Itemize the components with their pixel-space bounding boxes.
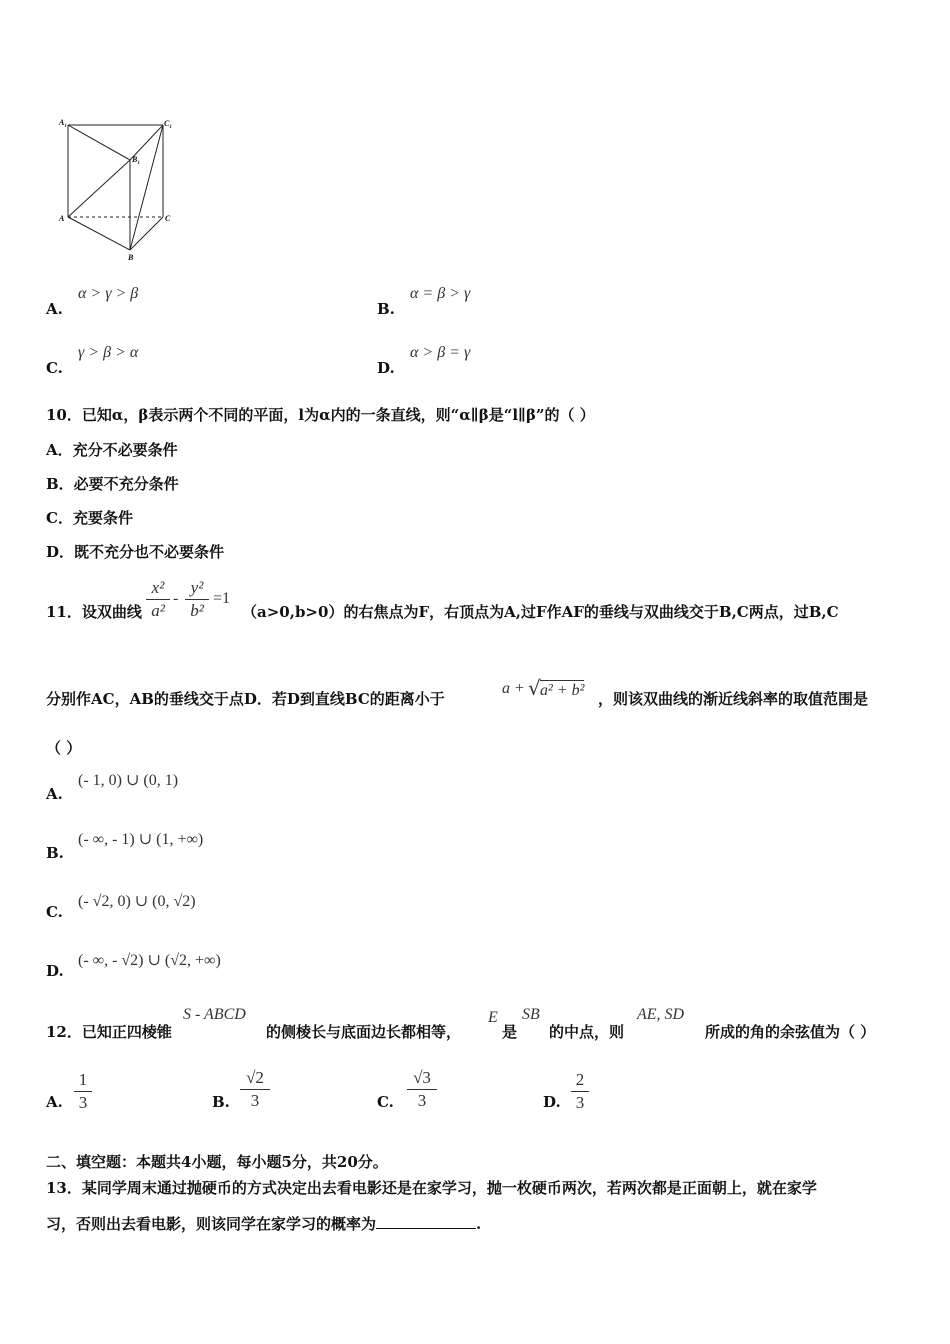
q12-option-c-frac: √3 3: [407, 1068, 437, 1111]
q12-option-b-letter: B.: [212, 1093, 230, 1111]
q12-point-e: E: [488, 1009, 498, 1026]
q11-sqrt-sign: √: [528, 676, 541, 700]
q13-answer-blank: [376, 1214, 476, 1229]
q13-line2-text: 习，否则出去看电影，则该同学在家学习的概率为: [46, 1215, 377, 1233]
label-B1: $B_1$: [132, 155, 140, 166]
q11-option-d-math: (- ∞, - √2) ∪ (√2, +∞): [78, 952, 221, 969]
q11-frac-x: x² a²: [146, 578, 170, 621]
q11-option-c-math: (- √2, 0) ∪ (0, √2): [78, 893, 196, 910]
q12-option-b-frac: √2 3: [240, 1068, 270, 1111]
q12-text-2: 是: [502, 1023, 518, 1041]
q11-sqrt-a: a +: [502, 680, 525, 697]
section2-heading: 二、填空题：本题共4小题，每小题5分，共20分。: [46, 1153, 388, 1171]
q11-option-c-letter: C.: [46, 903, 63, 921]
q12-segment-sb: SB: [522, 1006, 540, 1023]
q12-text-1: 的侧棱长与底面边长都相等，: [266, 1023, 462, 1041]
q13-line1: 13．某同学周末通过抛硬币的方式决定出去看电影还是在家学习，抛一枚硬币两次，若两次都是正面朝上，就在家学: [46, 1179, 817, 1197]
q9-option-b-math: α = β > γ: [410, 285, 471, 302]
q11-paren: （ ）: [46, 739, 82, 757]
q9-option-c-letter: C.: [46, 359, 63, 377]
q12-option-c-letter: C.: [377, 1093, 394, 1111]
q9-option-d-letter: D.: [377, 359, 395, 377]
label-C: C: [165, 214, 171, 223]
q12-option-a-frac: 1 3: [74, 1070, 92, 1113]
q11-option-b-math: (- ∞, - 1) ∪ (1, +∞): [78, 831, 204, 848]
q11-sqrt-radicand: a² + b²: [540, 682, 585, 699]
q13-end: .: [476, 1215, 482, 1233]
q11-option-a-letter: A.: [46, 785, 63, 803]
q11-frac-y: y² b²: [185, 578, 209, 621]
q12-text-4: 所成的角的余弦值为（ ）: [705, 1023, 876, 1041]
q9-option-c-math: γ > β > α: [78, 344, 139, 361]
label-B: B: [128, 253, 134, 262]
prism-figure: [55, 110, 185, 265]
q11-option-a-math: (- 1, 0) ∪ (0, 1): [78, 772, 179, 789]
label-A1: $A_1$: [59, 118, 67, 129]
q11-line2-pre: 分别作AC，AB的垂线交于点D．若D到直线BC的距离小于: [46, 690, 445, 708]
label-C1: $C_1$: [164, 119, 172, 130]
q9-option-d-math: α > β = γ: [410, 344, 471, 361]
q10-option-d: D．既不充分也不必要条件: [46, 543, 225, 561]
q12-option-d-letter: D.: [543, 1093, 561, 1111]
q9-option-a-math: α > γ > β: [78, 285, 139, 302]
q12-pyramid: S - ABCD: [183, 1006, 246, 1023]
q11-option-b-letter: B.: [46, 844, 64, 862]
q10-option-b: B．必要不充分条件: [46, 475, 179, 493]
q12-text-3: 的中点，则: [549, 1023, 625, 1041]
q13-line2: [46, 1213, 481, 1234]
q10-option-c: C．充要条件: [46, 509, 133, 527]
q11-option-d-letter: D.: [46, 962, 64, 980]
q12-number: 12．已知正四棱锥: [46, 1023, 172, 1041]
label-A: A: [59, 214, 65, 223]
q12-lines: AE, SD: [637, 1006, 685, 1023]
q9-option-b-letter: B.: [377, 300, 395, 318]
q12-option-d-frac: 2 3: [571, 1070, 589, 1113]
q11-eq-one: =1: [213, 590, 231, 607]
q12-option-a-letter: A.: [46, 1093, 63, 1111]
q9-option-a-letter: A.: [46, 300, 63, 318]
q11-line2-post: ，则该双曲线的渐近线斜率的取值范围是: [598, 690, 869, 708]
q10-stem: 10．已知α，β表示两个不同的平面，l为α内的一条直线，则“α∥β是“l∥β”的（ ）: [46, 406, 595, 424]
q11-condition: （a>0,b>0）的右焦点为F，右顶点为A,过F作AF的垂线与双曲线交于B,C两点，过B,C: [242, 603, 839, 621]
q10-option-a: A．充分不必要条件: [46, 441, 178, 459]
q11-number: 11．设双曲线: [46, 603, 142, 621]
q11-minus: -: [173, 590, 179, 607]
